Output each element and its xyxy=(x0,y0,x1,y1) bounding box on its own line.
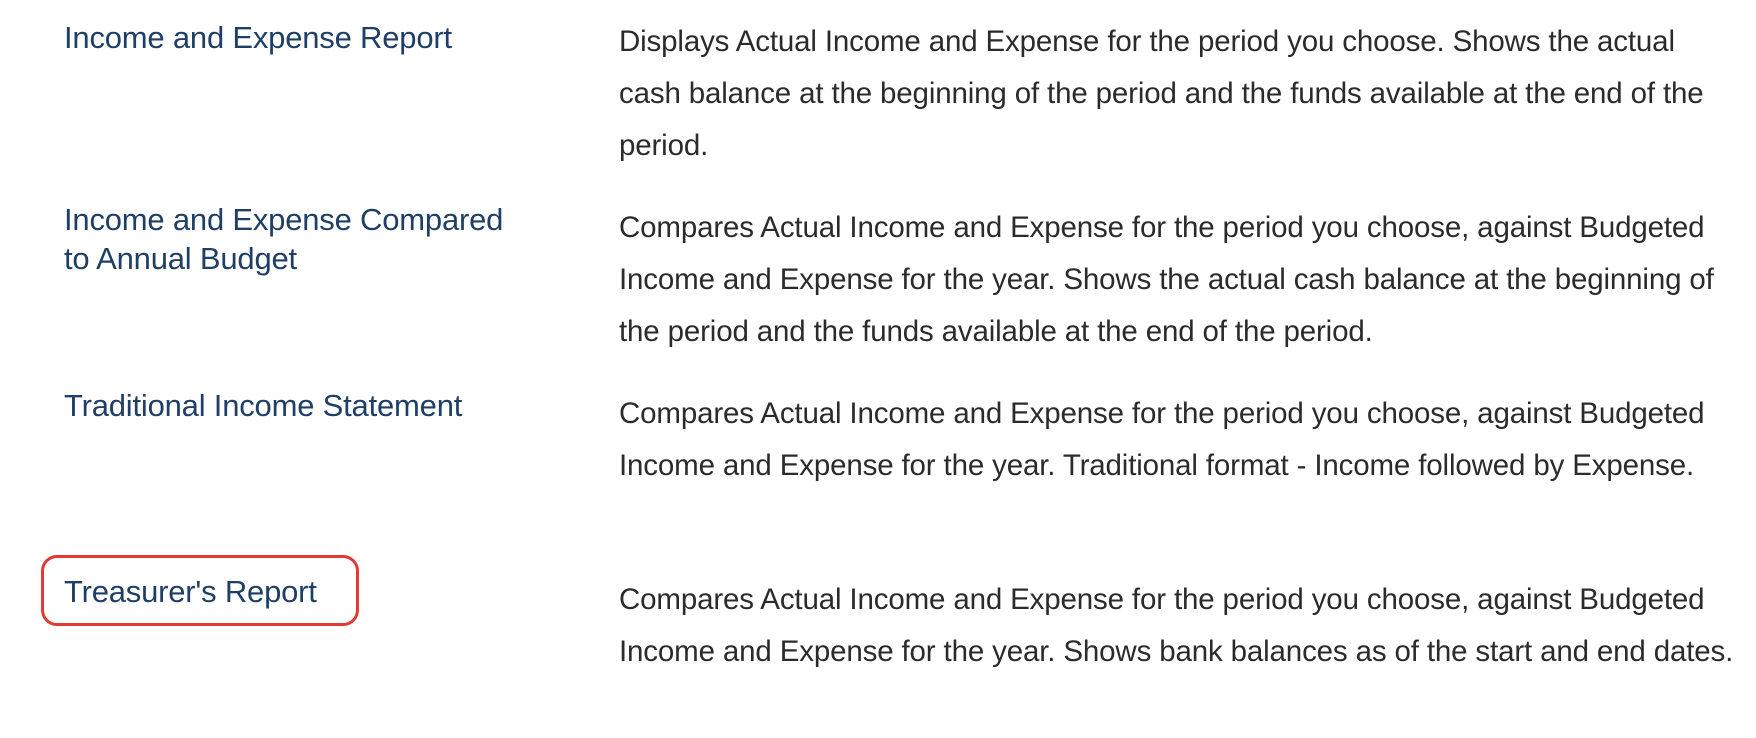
report-description: Displays Actual Income and Expense for the period you choose. Shows the actual cash balance at the beginning of the period and the funds available at the end of the period. xyxy=(619,25,1704,162)
report-link-income-expense[interactable]: Income and Expense Report xyxy=(64,20,452,55)
report-description: Compares Actual Income and Expense for the period you choose, against Budgeted Income and Expense for the year. Shows bank balances as of the start and end dates. xyxy=(619,583,1734,668)
report-link-traditional-income-statement[interactable]: Traditional Income Statement xyxy=(64,388,463,423)
report-description: Compares Actual Income and Expense for the period you choose, against Budgeted Income and Expense for the year. Traditional format - Income followed by Expense. xyxy=(619,397,1705,482)
report-description: Compares Actual Income and Expense for the period you choose, against Budgeted Income and Expense for the year. Shows the actual cash balance at the beginning of the period and the funds available at the end of the period. xyxy=(619,211,1714,348)
report-link-income-expense-vs-budget[interactable]: Income and Expense Compared to Annual Budget xyxy=(64,202,504,276)
report-link-treasurers-report[interactable]: Treasurer's Report xyxy=(64,574,317,609)
